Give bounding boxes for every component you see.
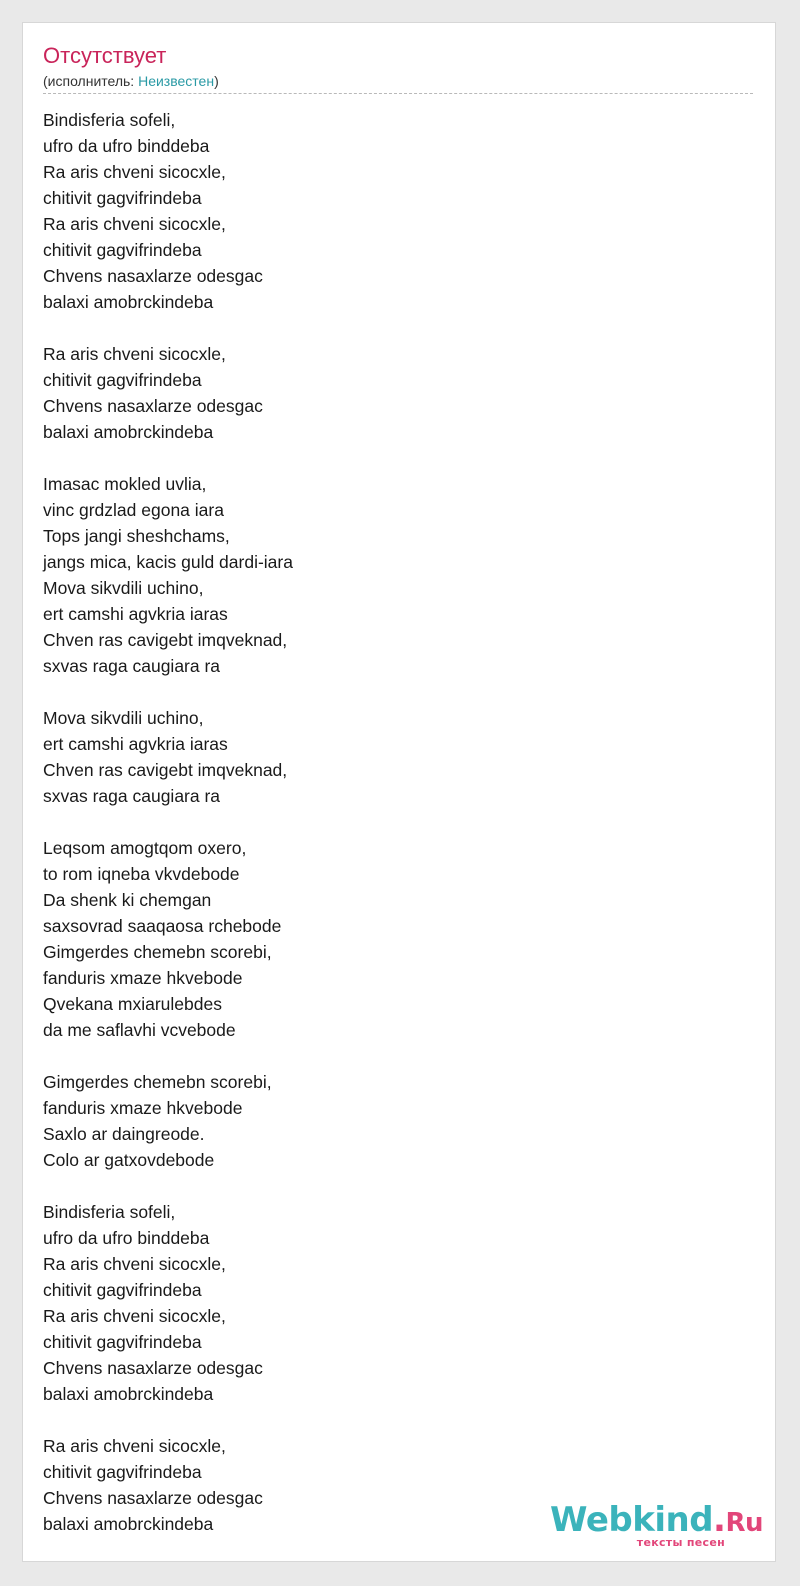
lyric-line: Colo ar gatxovdebode	[43, 1150, 215, 1170]
lyric-line: Da shenk ki chemgan	[43, 890, 212, 910]
site-watermark	[550, 1500, 763, 1549]
lyric-line: chitivit gagvifrindeba	[43, 188, 202, 208]
stanza-break	[43, 315, 743, 341]
lyrics-card	[22, 22, 776, 1562]
lyric-line: Gimgerdes chemebn scorebi,	[43, 1072, 272, 1092]
lyric-line: sxvas raga caugiara ra	[43, 786, 221, 806]
lyric-line: Bindisferia sofeli,	[43, 1202, 176, 1222]
logo-tld: Ru	[725, 1508, 763, 1538]
lyric-line: Imasac mokled uvlia,	[43, 474, 207, 494]
lyric-line: Chvens nasaxlarze odesgac	[43, 1358, 263, 1378]
lyric-line: Chven ras cavigebt imqveknad,	[43, 630, 288, 650]
stanza-break	[43, 679, 743, 705]
lyric-line: Saxlo ar daingreode.	[43, 1124, 205, 1144]
logo-brand: Webkind	[550, 1500, 714, 1540]
webkind-logo	[550, 1500, 763, 1540]
lyric-line: Chven ras cavigebt imqveknad,	[43, 760, 288, 780]
lyric-line: chitivit gagvifrindeba	[43, 1280, 202, 1300]
lyric-line: ufro da ufro binddeba	[43, 136, 210, 156]
lyric-line: ufro da ufro binddeba	[43, 1228, 210, 1248]
lyric-line: to rom iqneba vkvdebode	[43, 864, 240, 884]
lyric-line: Gimgerdes chemebn scorebi,	[43, 942, 272, 962]
lyric-line: balaxi amobrckindeba	[43, 292, 214, 312]
lyric-line: Qvekana mxiarulebdes	[43, 994, 222, 1014]
lyric-line: Chvens nasaxlarze odesgac	[43, 266, 263, 286]
lyric-line: Chvens nasaxlarze odesgac	[43, 396, 263, 416]
lyric-line: vinc grdzlad egona iara	[43, 500, 224, 520]
lyric-line: Leqsom amogtqom oxero,	[43, 838, 247, 858]
lyric-line: balaxi amobrckindeba	[43, 422, 214, 442]
lyric-line: Ra aris chveni sicocxle,	[43, 162, 226, 182]
lyric-line: Ra aris chveni sicocxle,	[43, 1306, 226, 1326]
lyric-line: sxvas raga caugiara ra	[43, 656, 221, 676]
stanza-break	[43, 1407, 743, 1433]
stanza-break	[43, 1173, 743, 1199]
lyric-line: fanduris xmaze hkvebode	[43, 1098, 243, 1118]
lyric-line: da me saflavhi vcvebode	[43, 1020, 236, 1040]
song-title: Отсутствует	[43, 43, 167, 68]
lyric-line: Mova sikvdili uchino,	[43, 708, 204, 728]
stanza-break	[43, 445, 743, 471]
artist-prefix: (исполнитель:	[43, 73, 139, 89]
artist-link[interactable]: Неизвестен	[138, 73, 215, 89]
logo-tagline: тексты песен	[636, 1536, 725, 1549]
lyric-line: jangs mica, kacis guld dardi-iara	[43, 552, 293, 572]
lyric-line: Mova sikvdili uchino,	[43, 578, 204, 598]
lyrics-text	[43, 107, 743, 1537]
lyric-line: balaxi amobrckindeba	[43, 1514, 214, 1534]
header-divider	[43, 93, 753, 94]
lyric-line: chitivit gagvifrindeba	[43, 370, 202, 390]
lyric-line: balaxi amobrckindeba	[43, 1384, 214, 1404]
lyric-line: Tops jangi sheshchams,	[43, 526, 230, 546]
stanza-break	[43, 809, 743, 835]
stanza-break	[43, 1043, 743, 1069]
lyric-line: Ra aris chveni sicocxle,	[43, 1436, 226, 1456]
lyric-line: chitivit gagvifrindeba	[43, 240, 202, 260]
lyric-line: chitivit gagvifrindeba	[43, 1332, 202, 1352]
lyric-line: Ra aris chveni sicocxle,	[43, 344, 226, 364]
lyric-line: ert camshi agvkria iaras	[43, 734, 228, 754]
logo-dot: .	[713, 1500, 726, 1540]
artist-suffix: )	[214, 73, 219, 89]
lyric-line: fanduris xmaze hkvebode	[43, 968, 243, 988]
lyric-line: Ra aris chveni sicocxle,	[43, 214, 226, 234]
lyric-line: ert camshi agvkria iaras	[43, 604, 228, 624]
song-header	[43, 43, 753, 91]
lyric-line: Bindisferia sofeli,	[43, 110, 176, 130]
artist-line	[43, 71, 753, 91]
lyric-line: Chvens nasaxlarze odesgac	[43, 1488, 263, 1508]
lyric-line: saxsovrad saaqaosa rchebode	[43, 916, 282, 936]
lyric-line: Ra aris chveni sicocxle,	[43, 1254, 226, 1274]
lyric-line: chitivit gagvifrindeba	[43, 1462, 202, 1482]
